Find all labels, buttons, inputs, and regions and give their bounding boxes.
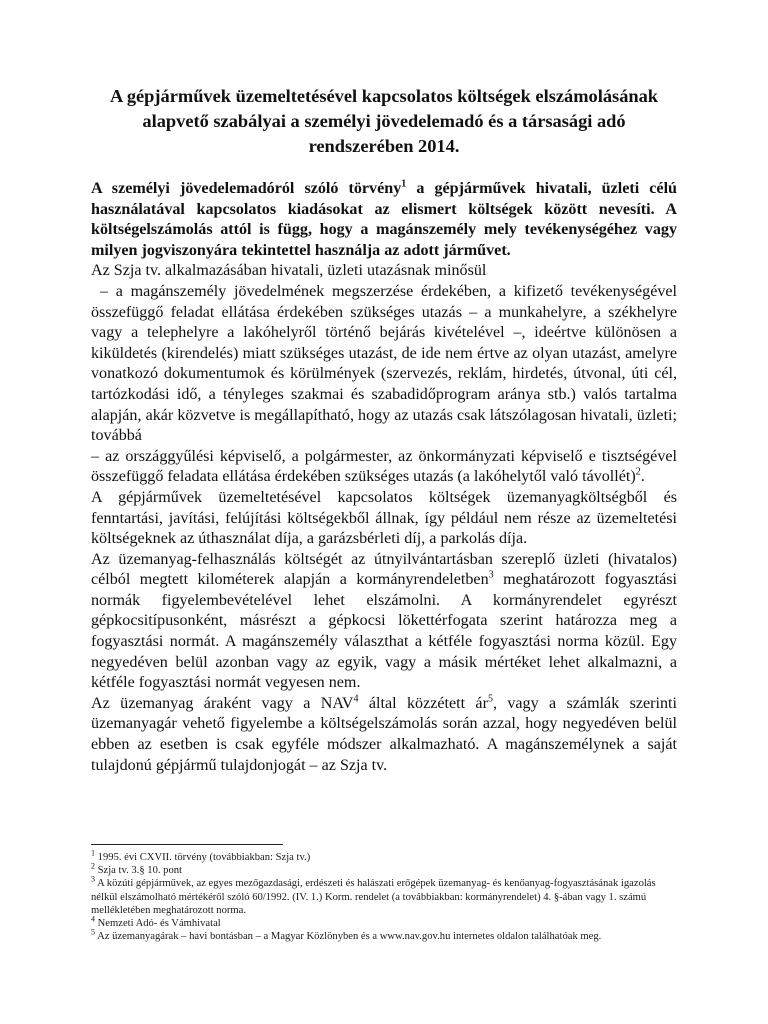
footnote-text: 1995. évi CXVII. törvény (továbbiakban: Szja tv.): [95, 852, 311, 863]
document-page: [91, 84, 677, 776]
footnote-number: 5: [91, 927, 95, 937]
paragraph-representative-end: .: [640, 468, 645, 486]
footnote-text: Az üzemanyagárak – havi bontásban – a Magyar Közlönyben és a www.nav.gov.hu internetes oldalon találhatóak meg.: [95, 931, 602, 943]
footnote-ref-1[interactable]: 1: [401, 178, 407, 190]
footnote-4: [91, 914, 677, 930]
paragraph-fuel-consumption: [91, 550, 677, 694]
paragraph-definition-intro: Az Szja tv. alkalmazásában hivatali, üzleti utazásnak minősül: [91, 262, 487, 280]
paragraph-fuel-text-b: meghatározott fogyasztási normák figyelembevételével lehet elszámolni. A kormányrendelet egyrészt gépkocsitípusonként, másrészt a gépkocsi lökettérfogata szerint határozza meg a fogyasztási normát. A magánszemély választhat a kétféle fogyasztási norma közül. Egy negyedéven belül azonban vagy az egyik, vagy a másik mértéket lehet alkalmazni, a kétféle fogyasztási normát vegyesen nem.: [91, 571, 677, 692]
footnote-divider: [91, 844, 283, 845]
footnote-1: [91, 848, 677, 864]
paragraph-fuel-text-a: Az üzemanyag-felhasználás költségét az útnyilvántartásban szereplő üzleti (hivatalos) célból megtett kilométerek alapján a kormányrendeletben: [91, 550, 677, 589]
paragraph-representative-travel: [91, 447, 677, 488]
footnote-5: [91, 927, 677, 943]
document-title: A gépjárművek üzemeltetésével kapcsolatos költségek elszámolásának alapvető szabályai a személyi jövedelemadó és a társasági adó rendszerében 2014.: [109, 86, 659, 156]
paragraph-price-text-b: által közzétett ár: [358, 694, 488, 712]
footnote-ref-4[interactable]: 4: [353, 693, 359, 705]
footnote-text: A közúti gépjárművek, az egyes mezőgazdasági, erdészeti és halászati erőgépek üzemanyag- és kenőanyag-fogyasztásának igazolás nélkül elszámolható mértékéről szóló 60/1992. (IV. 1.) Korm. rendelet (a továbbiakban: kormányrendelet) 4. §-ában vagy 1. számú mellékletében meghatározott norma.: [91, 878, 656, 916]
footnote-ref-2[interactable]: 2: [635, 466, 641, 478]
lead-paragraph: [91, 179, 677, 261]
paragraph-representative-text: – az országgyűlési képviselő, a polgármester, az önkormányzati képviselő e tisztségével összefüggő feladata ellátása érdekében szükséges utazás (a lakóhelytől való távollét): [91, 447, 677, 486]
footnote-number: 2: [91, 861, 95, 871]
footnote-ref-5[interactable]: 5: [487, 693, 493, 705]
footnote-number: 3: [91, 874, 95, 884]
paragraph-price-text-c: , vagy a számlák szerinti üzemanyagár vehető figyelembe a költségelszámolás során azzal, hogy negyedéven belül ebben az esetben is csak egyféle módszer alkalmazható. A magánszemélynek a saját tulajdonú gépjármű tulajdonjogát – az Szja tv.: [91, 694, 677, 774]
footnote-ref-3[interactable]: 3: [488, 569, 494, 581]
lead-text-start: A személyi jövedelemadóról szóló törvény: [91, 180, 402, 197]
footnote-2: [91, 861, 677, 877]
footnote-text: Nemzeti Adó- és Vámhivatal: [95, 918, 221, 930]
footnotes-section: [91, 844, 677, 943]
footnote-text: Szja tv. 3.§ 10. pont: [95, 865, 182, 877]
lead-text-end: a gépjárművek hivatali, üzleti célú használatával kapcsolatos kiadásokat az elismert költségek között nevesíti. A költségelszámolás attól is függ, hogy a magánszemély mely tevékenységéhez vagy milyen jogviszonyára tekintettel használja az adott járművet.: [91, 180, 677, 259]
footnote-3: [91, 874, 677, 917]
footnote-number: 1: [91, 848, 95, 858]
paragraph-price-text-a: Az üzemanyag áraként vagy a NAV: [91, 694, 354, 712]
paragraph-operating-costs: A gépjárművek üzemeltetésével kapcsolatos költségek üzemanyagköltségből és fenntartási, javítási, felújítási költségekből állnak, így például nem része az üzemeltetési költségeknek az úthasználat díja, a garázsbérleti díj, a parkolás díja.: [91, 488, 677, 548]
paragraph-fuel-price: [91, 694, 677, 776]
document-body: [91, 179, 677, 776]
footnote-number: 4: [91, 914, 95, 924]
paragraph-business-travel: – a magánszemély jövedelmének megszerzése érdekében, a kifizető tevékenységével összefüggő feladat ellátása érdekében szükséges utazás – a munkahelyre, a székhelyre vagy a telephelyre a lakóhelyről történő bejárás kivételével –, ideértve különösen a kiküldetés (kirendelés) miatt szükséges utazást, de ide nem értve az olyan utazást, amelyre vonatkozó dokumentumok és körülmények (szervezés, reklám, hirdetés, útvonal, úti cél, tartózkodási idő, a tényleges szakmai és szabadidőprogram aránya stb.) valós tartalma alapján, akár közvetve is megállapítható, hogy az utazás csak látszólagosan hivatali, üzleti; továbbá: [91, 282, 677, 445]
